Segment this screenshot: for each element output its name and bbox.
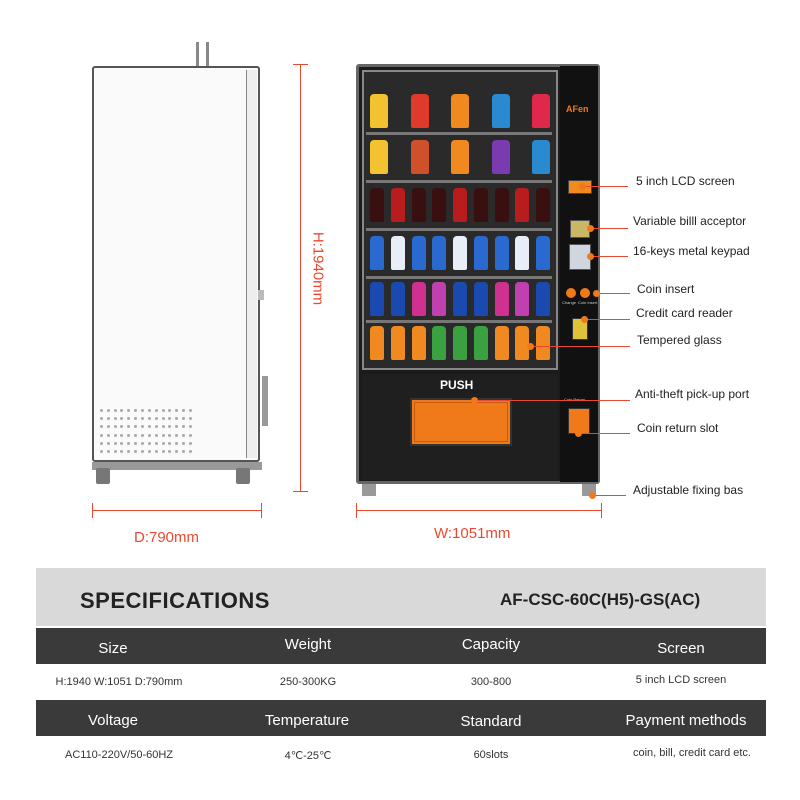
- product-bottle: [536, 326, 550, 360]
- vent-hole: [141, 425, 144, 428]
- side-foot-left: [96, 468, 110, 484]
- product-bottle: [453, 282, 467, 316]
- product-bottle: [536, 282, 550, 316]
- callout-line-keypad: [590, 256, 628, 257]
- value-cell: AC110-220V/50-60HZ: [64, 749, 174, 761]
- product-bottle: [453, 326, 467, 360]
- product-chips: [492, 94, 510, 128]
- vent-hole: [148, 425, 151, 428]
- callout-dot-bill: [587, 225, 594, 232]
- vent-hole: [162, 425, 165, 428]
- product-chips: [451, 94, 469, 128]
- vent-hole: [141, 450, 144, 453]
- vent-hole: [120, 442, 123, 445]
- product-bottle: [412, 236, 426, 270]
- vent-hole: [189, 409, 192, 412]
- vent-hole: [162, 409, 165, 412]
- vent-hole: [148, 409, 151, 412]
- product-bottle: [495, 282, 509, 316]
- shelf-pepsi: [370, 282, 550, 322]
- vent-hole: [107, 409, 110, 412]
- vent-hole: [141, 409, 144, 412]
- callout-keypad: 16-keys metal keypad: [633, 244, 750, 258]
- product-bottle: [474, 326, 488, 360]
- product-bottle: [495, 188, 509, 222]
- product-chips: [411, 140, 429, 174]
- product-bottle: [432, 282, 446, 316]
- side-foot-right: [236, 468, 250, 484]
- vent-hole: [168, 442, 171, 445]
- shelf-divider: [366, 180, 552, 183]
- callout-dot-pickup: [471, 397, 478, 404]
- vent-hole: [155, 409, 158, 412]
- vent-hole: [175, 425, 178, 428]
- vent-hole: [100, 450, 103, 453]
- header-cell: Screen: [657, 640, 705, 657]
- header-cell: Weight: [284, 636, 332, 653]
- product-chips: [451, 140, 469, 174]
- height-dimension-line: [300, 64, 301, 492]
- coin-insert-label: Coin Insert: [578, 300, 598, 305]
- vent-hole: [168, 434, 171, 437]
- vent-hole: [168, 417, 171, 420]
- vent-hole: [168, 450, 171, 453]
- vent-hole: [120, 450, 123, 453]
- value-cell: 5 inch LCD screen: [635, 674, 727, 686]
- depth-tick-right: [261, 503, 262, 518]
- callout-dot-coin: [593, 290, 600, 297]
- depth-label: D:790mm: [134, 529, 200, 546]
- product-bottle: [391, 188, 405, 222]
- header-cell: Temperature: [264, 712, 350, 729]
- product-bottle: [474, 236, 488, 270]
- vent-hole: [120, 425, 123, 428]
- push-label: PUSH: [440, 378, 474, 392]
- vent-hole: [141, 434, 144, 437]
- vent-hole: [189, 417, 192, 420]
- value-cell: H:1940 W:1051 D:790mm: [55, 676, 183, 688]
- value-cell: coin, bill, credit card etc.: [633, 747, 751, 759]
- vent-hole: [189, 450, 192, 453]
- callout-lcd-screen: 5 inch LCD screen: [636, 174, 735, 188]
- vent-hole: [127, 425, 130, 428]
- vent-hole: [175, 434, 178, 437]
- shelf-divider: [366, 228, 552, 231]
- vent-hole: [107, 442, 110, 445]
- height-label: H:1940mm: [309, 231, 327, 306]
- product-bottle: [391, 282, 405, 316]
- product-bottle: [370, 326, 384, 360]
- depth-dimension-line: [92, 510, 262, 511]
- vent-hole: [168, 409, 171, 412]
- vent-hole: [134, 434, 137, 437]
- value-cell: 4℃-25℃: [284, 750, 332, 762]
- vent-hole: [162, 450, 165, 453]
- product-bottle: [370, 282, 384, 316]
- product-bottle: [474, 282, 488, 316]
- vent-hole: [107, 417, 110, 420]
- vent-hole: [182, 425, 185, 428]
- product-chips: [532, 94, 550, 128]
- vent-hole: [155, 442, 158, 445]
- callout-dot-credit: [581, 316, 588, 323]
- vent-hole: [182, 434, 185, 437]
- vent-hole: [100, 409, 103, 412]
- product-bottle: [391, 236, 405, 270]
- product-bottle: [495, 236, 509, 270]
- vent-hole: [127, 417, 130, 420]
- specs-title: SPECIFICATIONS: [80, 588, 270, 613]
- vent-hole: [134, 450, 137, 453]
- side-lock: [262, 376, 268, 426]
- vent-hole: [107, 450, 110, 453]
- vent-hole: [155, 417, 158, 420]
- callout-dot-keypad: [587, 253, 594, 260]
- vent-hole: [162, 417, 165, 420]
- callout-line-foot: [592, 495, 626, 496]
- product-chips: [492, 140, 510, 174]
- value-cell: 300-800: [470, 676, 512, 688]
- callout-line-pickup: [474, 400, 630, 401]
- vent-hole: [120, 409, 123, 412]
- product-bottle: [453, 188, 467, 222]
- vent-hole: [189, 434, 192, 437]
- product-bottle: [432, 188, 446, 222]
- product-bottle: [412, 188, 426, 222]
- vent-hole: [162, 442, 165, 445]
- vent-hole: [155, 425, 158, 428]
- shelf-cola: [370, 188, 550, 228]
- product-bottle: [453, 236, 467, 270]
- header-cell: Size: [98, 640, 128, 657]
- vent-hole: [134, 409, 137, 412]
- product-bottle: [432, 326, 446, 360]
- vent-hole: [114, 434, 117, 437]
- vent-hole: [127, 434, 130, 437]
- shelf-divider: [366, 320, 552, 323]
- callout-line-coin: [596, 293, 630, 294]
- vent-hole: [182, 442, 185, 445]
- product-bottle: [515, 282, 529, 316]
- vent-hole: [141, 442, 144, 445]
- vent-hole: [120, 434, 123, 437]
- product-bottle: [515, 236, 529, 270]
- vent-hole: [107, 434, 110, 437]
- vent-hole: [148, 450, 151, 453]
- width-tick-right: [601, 503, 602, 518]
- brand-logo: AFen: [566, 104, 589, 114]
- vent-hole: [134, 417, 137, 420]
- vent-hole: [175, 417, 178, 420]
- callout-bill-acceptor: Variable billl acceptor: [633, 214, 747, 228]
- callout-tempered-glass: Tempered glass: [637, 333, 722, 347]
- side-door-edge: [246, 70, 257, 458]
- callout-dot-return: [575, 430, 582, 437]
- callout-coin-insert: Coin insert: [637, 282, 695, 296]
- product-chips: [370, 140, 388, 174]
- vent-hole: [100, 425, 103, 428]
- vent-hole: [182, 450, 185, 453]
- callout-fixing-base: Adjustable fixing bas: [633, 483, 744, 497]
- product-bottle: [432, 236, 446, 270]
- vent-hole: [155, 450, 158, 453]
- change-button[interactable]: [566, 288, 576, 298]
- vent-hole: [127, 442, 130, 445]
- vent-hole: [127, 409, 130, 412]
- vent-hole: [175, 409, 178, 412]
- vent-hole: [148, 417, 151, 420]
- header-cell: Capacity: [461, 636, 521, 653]
- product-bottle: [536, 188, 550, 222]
- vent-hole: [114, 442, 117, 445]
- vent-hole: [182, 409, 185, 412]
- callout-coin-return: Coin return slot: [637, 421, 719, 435]
- vent-hole: [175, 450, 178, 453]
- callout-line-bill: [590, 228, 628, 229]
- callout-line-return: [578, 433, 630, 434]
- model-number: AF-CSC-60C(H5)-GS(AC): [500, 590, 701, 609]
- product-bottle: [536, 236, 550, 270]
- header-cell: Payment methods: [625, 712, 747, 729]
- height-tick-bottom: [293, 491, 308, 492]
- vent-hole: [182, 417, 185, 420]
- vent-hole: [100, 434, 103, 437]
- callout-line-lcd: [582, 186, 628, 187]
- product-bottle: [412, 282, 426, 316]
- shelf-divider: [366, 276, 552, 279]
- vent-hole: [114, 417, 117, 420]
- vent-hole: [114, 450, 117, 453]
- side-vent-grille: [98, 406, 194, 456]
- product-bottle: [391, 326, 405, 360]
- callout-pickup-port: Anti-theft pick-up port: [635, 387, 750, 401]
- product-chips: [532, 140, 550, 174]
- vent-hole: [148, 442, 151, 445]
- pickup-port-inner: [414, 402, 508, 442]
- specs-header-row: [36, 628, 766, 664]
- vent-hole: [134, 442, 137, 445]
- specs-value-row: [36, 736, 766, 770]
- width-label: W:1051mm: [434, 525, 511, 542]
- vent-hole: [134, 425, 137, 428]
- product-bottle: [370, 236, 384, 270]
- product-bottle: [474, 188, 488, 222]
- side-view-body: [92, 66, 260, 462]
- callout-line-glass: [530, 346, 630, 347]
- callout-dot-lcd: [579, 183, 586, 190]
- product-bottle: [370, 188, 384, 222]
- side-hinge: [258, 290, 264, 300]
- vent-hole: [120, 417, 123, 420]
- product-bottle: [412, 326, 426, 360]
- specs-value-row: [36, 664, 766, 698]
- vent-hole: [168, 425, 171, 428]
- vent-hole: [189, 425, 192, 428]
- depth-tick-left: [92, 503, 93, 518]
- vent-hole: [114, 425, 117, 428]
- vent-hole: [175, 442, 178, 445]
- vent-hole: [155, 434, 158, 437]
- width-dimension-line: [356, 510, 602, 511]
- vent-hole: [100, 442, 103, 445]
- adjustable-foot-left: [362, 484, 376, 496]
- coin-insert-slot[interactable]: [580, 288, 590, 298]
- callout-dot-foot: [589, 492, 596, 499]
- callout-credit-card: Credit card reader: [636, 306, 733, 320]
- width-tick-left: [356, 503, 357, 518]
- shelf-soda: [370, 326, 550, 366]
- callout-dot-glass: [527, 343, 534, 350]
- product-bottle: [495, 326, 509, 360]
- vent-hole: [114, 409, 117, 412]
- product-chips: [411, 94, 429, 128]
- height-tick-top: [293, 64, 308, 65]
- shelf-snacks-1: [370, 94, 550, 134]
- value-cell: 250-300KG: [279, 676, 337, 688]
- change-label: Change: [562, 300, 577, 305]
- product-bottle: [515, 188, 529, 222]
- shelf-water: [370, 236, 550, 276]
- header-cell: Standard: [460, 713, 522, 730]
- vent-hole: [189, 442, 192, 445]
- vent-hole: [107, 425, 110, 428]
- vent-hole: [141, 417, 144, 420]
- shelf-snacks-2: [370, 140, 550, 180]
- shelf-divider: [366, 132, 552, 135]
- value-cell: 60slots: [473, 749, 509, 761]
- callout-line-credit: [584, 319, 630, 320]
- header-cell: Voltage: [87, 712, 139, 729]
- vent-hole: [148, 434, 151, 437]
- vent-hole: [100, 417, 103, 420]
- vent-hole: [162, 434, 165, 437]
- vent-hole: [127, 450, 130, 453]
- product-chips: [370, 94, 388, 128]
- specs-header-row: [36, 700, 766, 736]
